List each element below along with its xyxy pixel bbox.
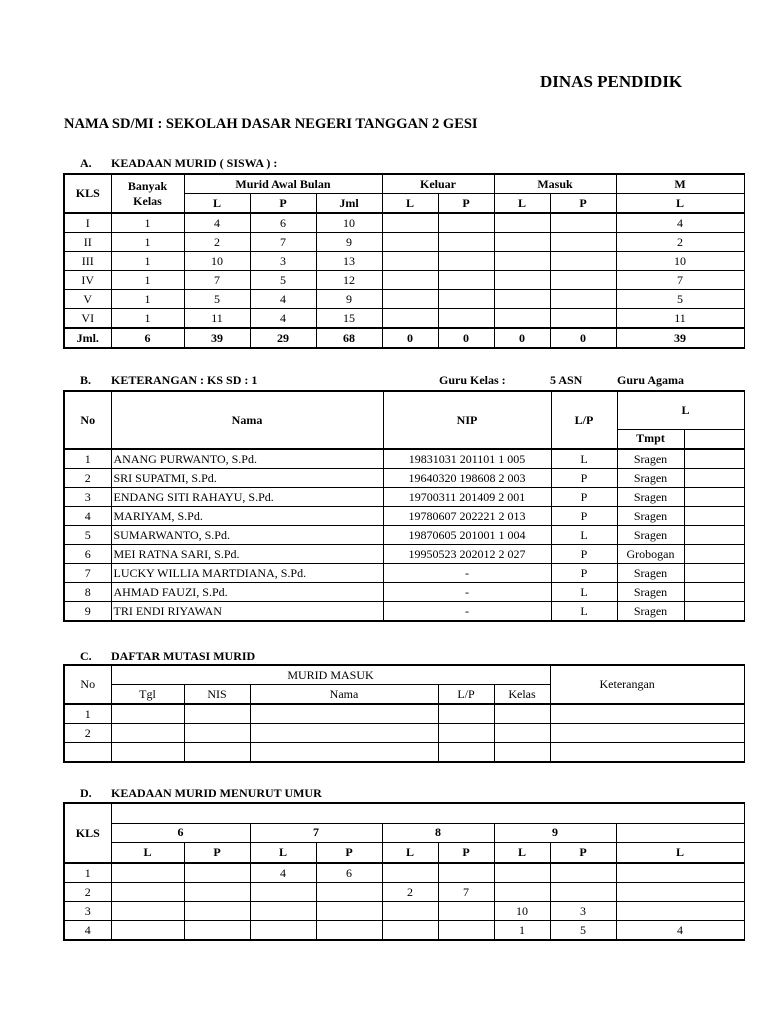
header-tmpt: Tmpt <box>617 429 684 449</box>
header-kls: KLS <box>64 803 111 863</box>
cell-masuk-l <box>494 309 550 329</box>
cell-extra <box>684 488 744 507</box>
cell-keluar-l <box>382 290 438 309</box>
cell-l: 7 <box>184 271 250 290</box>
cell-nama: ANANG PURWANTO, S.Pd. <box>111 449 383 469</box>
cell-keluar-l <box>382 252 438 271</box>
cell-no: 9 <box>64 602 111 622</box>
header-murid-masuk: MURID MASUK <box>111 665 550 685</box>
header-murid-awal: Murid Awal Bulan <box>184 174 382 194</box>
table-row <box>64 743 744 763</box>
cell-masuk-p <box>550 213 616 233</box>
header-m: M <box>616 174 744 194</box>
cell-banyak-kelas: 1 <box>111 213 184 233</box>
cell-lp: L <box>551 526 617 545</box>
table-row <box>64 469 744 488</box>
header-age: 7 <box>250 823 382 843</box>
cell-jml: 9 <box>316 233 382 252</box>
cell-keluar-p <box>438 290 494 309</box>
cell-masuk-p <box>550 271 616 290</box>
header-banyak-kelas: Banyak Kelas <box>111 174 184 213</box>
cell-jml: 9 <box>316 290 382 309</box>
cell-keluar-l: 0 <box>382 328 438 348</box>
cell-nip: - <box>383 564 551 583</box>
cell-kls: 2 <box>64 883 111 902</box>
table-row <box>64 507 744 526</box>
header-l: L <box>494 843 550 863</box>
cell-lp: L <box>551 602 617 622</box>
cell-nama: MEI RATNA SARI, S.Pd. <box>111 545 383 564</box>
cell-value: 4 <box>616 921 744 941</box>
cell-value: 1 <box>494 921 550 941</box>
guru-kelas-value: 5 ASN <box>550 373 583 387</box>
cell-nip: 19831031 201101 1 005 <box>383 449 551 469</box>
cell-p: 5 <box>250 271 316 290</box>
header-jml: Jml <box>316 194 382 214</box>
page-title: DINAS PENDIDIK <box>540 72 683 91</box>
cell-lp: P <box>551 507 617 526</box>
cell-value <box>494 883 550 902</box>
cell-tmpt: Sragen <box>617 564 684 583</box>
cell-banyak-kelas: 1 <box>111 309 184 329</box>
cell-value <box>382 902 438 921</box>
cell-masuk-p <box>550 309 616 329</box>
cell-extra <box>684 583 744 602</box>
cell-kls: II <box>64 233 111 252</box>
cell-masuk-l <box>494 290 550 309</box>
cell-value <box>111 863 184 883</box>
cell-extra <box>684 602 744 622</box>
cell-extra <box>684 507 744 526</box>
header-age: 8 <box>382 823 494 843</box>
table-row <box>64 921 744 941</box>
cell-nama: AHMAD FAUZI, S.Pd. <box>111 583 383 602</box>
cell-l: 2 <box>184 233 250 252</box>
cell-no: 2 <box>64 469 111 488</box>
cell-l: 39 <box>184 328 250 348</box>
cell-keluar-p <box>438 213 494 233</box>
cell-value: 7 <box>438 883 494 902</box>
cell-nama: MARIYAM, S.Pd. <box>111 507 383 526</box>
cell-tmpt: Sragen <box>617 469 684 488</box>
header-tgl: Tgl <box>111 685 184 705</box>
cell-kls: III <box>64 252 111 271</box>
cell-no: 1 <box>64 449 111 469</box>
table-row <box>64 213 744 233</box>
cell-keluar-l <box>382 213 438 233</box>
cell-l: 4 <box>184 213 250 233</box>
cell-kls: I <box>64 213 111 233</box>
cell-masuk-l: 0 <box>494 328 550 348</box>
cell-value <box>616 902 744 921</box>
table-row <box>64 233 744 252</box>
header-lp: L/P <box>438 685 494 705</box>
cell-kls: 1 <box>64 863 111 883</box>
cell-no: 2 <box>64 724 111 743</box>
cell-banyak-kelas: 1 <box>111 271 184 290</box>
cell-value <box>316 883 382 902</box>
cell-lp: P <box>551 545 617 564</box>
header-p: P <box>438 843 494 863</box>
header-nis: NIS <box>184 685 250 705</box>
cell-value <box>250 921 316 941</box>
table-row <box>64 883 744 902</box>
cell-no: 7 <box>64 564 111 583</box>
table-row <box>64 583 744 602</box>
cell-jml: 12 <box>316 271 382 290</box>
section-a-title: KEADAAN MURID ( SISWA ) : <box>111 156 278 170</box>
cell-keluar-p <box>438 309 494 329</box>
cell-value: 10 <box>494 902 550 921</box>
cell-value <box>184 902 250 921</box>
cell-value <box>438 921 494 941</box>
cell-tmpt: Sragen <box>617 449 684 469</box>
mutation-table <box>63 664 745 763</box>
cell-value <box>111 921 184 941</box>
header-keterangan: Keterangan <box>550 665 744 704</box>
cell-value <box>616 883 744 902</box>
table-row <box>64 724 744 743</box>
cell-no: 3 <box>64 488 111 507</box>
cell-nip: 19870605 201001 1 004 <box>383 526 551 545</box>
cell-p: 4 <box>250 290 316 309</box>
cell-lp: L <box>551 449 617 469</box>
cell-value <box>250 883 316 902</box>
cell-value <box>111 883 184 902</box>
cell-keluar-l <box>382 271 438 290</box>
cell-p: 6 <box>250 213 316 233</box>
cell-keluar-p <box>438 233 494 252</box>
cell-lp: P <box>551 564 617 583</box>
guru-kelas-label: Guru Kelas : <box>439 373 506 387</box>
table-row <box>64 309 744 329</box>
header-kls: KLS <box>64 174 111 213</box>
cell-kls: 4 <box>64 921 111 941</box>
section-b-title: KETERANGAN : KS SD : 1 <box>111 373 258 387</box>
cell-nama: SRI SUPATMI, S.Pd. <box>111 469 383 488</box>
cell-banyak-kelas: 1 <box>111 290 184 309</box>
age-table <box>63 802 745 941</box>
cell-value: 6 <box>316 863 382 883</box>
header-nama: Nama <box>111 391 383 449</box>
cell-no: 5 <box>64 526 111 545</box>
cell-value: 3 <box>550 902 616 921</box>
header-extra <box>684 429 744 449</box>
cell-masuk-l <box>494 233 550 252</box>
school-name: NAMA SD/MI : SEKOLAH DASAR NEGERI TANGGAN 2 GESI <box>64 116 478 132</box>
cell-value <box>382 921 438 941</box>
cell-l: 10 <box>184 252 250 271</box>
cell-jml: 13 <box>316 252 382 271</box>
cell-kls: Jml. <box>64 328 111 348</box>
cell-value: 4 <box>250 863 316 883</box>
cell-m-l: 11 <box>616 309 744 329</box>
header-age: 6 <box>111 823 250 843</box>
cell-value: 5 <box>550 921 616 941</box>
cell-value <box>438 902 494 921</box>
cell-extra <box>684 449 744 469</box>
cell-p: 7 <box>250 233 316 252</box>
cell-jml: 68 <box>316 328 382 348</box>
table-row <box>64 449 744 469</box>
cell-value <box>111 902 184 921</box>
header-lp: L/P <box>551 391 617 449</box>
table-row <box>64 545 744 564</box>
cell-no: 6 <box>64 545 111 564</box>
header-l: L <box>111 843 184 863</box>
header-age: 9 <box>494 823 616 843</box>
table-row <box>64 488 744 507</box>
cell-m-l: 7 <box>616 271 744 290</box>
cell-nip: 19700311 201409 2 001 <box>383 488 551 507</box>
cell-nip: 19640320 198608 2 003 <box>383 469 551 488</box>
cell-jml: 10 <box>316 213 382 233</box>
cell-no: 8 <box>64 583 111 602</box>
cell-value <box>184 883 250 902</box>
cell-masuk-l <box>494 252 550 271</box>
cell-value <box>184 863 250 883</box>
cell-nip: 19780607 202221 2 013 <box>383 507 551 526</box>
cell-value <box>316 921 382 941</box>
header-nip: NIP <box>383 391 551 449</box>
table-row <box>64 564 744 583</box>
header-l: L <box>616 843 744 863</box>
cell-p: 4 <box>250 309 316 329</box>
cell-lp: L <box>551 583 617 602</box>
cell-keluar-l <box>382 309 438 329</box>
cell-keluar-l <box>382 233 438 252</box>
cell-value <box>550 883 616 902</box>
cell-value <box>316 902 382 921</box>
cell-nama: LUCKY WILLIA MARTDIANA, S.Pd. <box>111 564 383 583</box>
cell-tmpt: Sragen <box>617 526 684 545</box>
section-b-letter: B. <box>80 373 92 387</box>
cell-kls: V <box>64 290 111 309</box>
cell-value <box>382 863 438 883</box>
table-row <box>64 252 744 271</box>
header-keluar: Keluar <box>382 174 494 194</box>
section-d-letter: D. <box>80 786 92 800</box>
cell-value <box>438 863 494 883</box>
cell-m-l: 10 <box>616 252 744 271</box>
cell-nip: 19950523 202012 2 027 <box>383 545 551 564</box>
cell-nama: TRI ENDI RIYAWAN <box>111 602 383 622</box>
cell-extra <box>684 526 744 545</box>
cell-banyak-kelas: 1 <box>111 233 184 252</box>
section-c-letter: C. <box>80 649 92 663</box>
header-no: No <box>64 391 111 449</box>
student-status-table <box>63 173 745 349</box>
cell-m-l: 5 <box>616 290 744 309</box>
header-l: L <box>184 194 250 214</box>
cell-extra <box>684 545 744 564</box>
cell-m-l: 2 <box>616 233 744 252</box>
cell-value <box>616 863 744 883</box>
header-p: P <box>316 843 382 863</box>
cell-m-l: 4 <box>616 213 744 233</box>
cell-nama: ENDANG SITI RAHAYU, S.Pd. <box>111 488 383 507</box>
table-row <box>64 271 744 290</box>
cell-no <box>64 743 111 763</box>
cell-jml: 15 <box>316 309 382 329</box>
header-l: L <box>382 843 438 863</box>
header-kelas: Kelas <box>494 685 550 705</box>
cell-tmpt: Sragen <box>617 488 684 507</box>
cell-masuk-p <box>550 233 616 252</box>
section-d-title: KEADAAN MURID MENURUT UMUR <box>111 786 322 800</box>
guru-agama-label: Guru Agama <box>617 373 685 387</box>
cell-tmpt: Sragen <box>617 583 684 602</box>
header-masuk: Masuk <box>494 174 616 194</box>
cell-l: 11 <box>184 309 250 329</box>
cell-lp: P <box>551 469 617 488</box>
header-p: P <box>250 194 316 214</box>
table-row <box>64 704 744 724</box>
teacher-table <box>63 390 745 622</box>
header-p: P <box>438 194 494 214</box>
table-row <box>64 902 744 921</box>
cell-tmpt: Sragen <box>617 507 684 526</box>
cell-lp: P <box>551 488 617 507</box>
header-l: L <box>616 194 744 214</box>
cell-nama: SUMARWANTO, S.Pd. <box>111 526 383 545</box>
cell-l: 5 <box>184 290 250 309</box>
header-age-next <box>616 823 744 843</box>
cell-masuk-p: 0 <box>550 328 616 348</box>
cell-extra <box>684 469 744 488</box>
table-row <box>64 290 744 309</box>
header-nama: Nama <box>250 685 438 705</box>
cell-nip: - <box>383 602 551 622</box>
table-row <box>64 602 744 622</box>
header-l-group: L <box>617 391 744 429</box>
header-l: L <box>250 843 316 863</box>
cell-value <box>184 921 250 941</box>
cell-masuk-p <box>550 252 616 271</box>
cell-value <box>494 863 550 883</box>
cell-m-l: 39 <box>616 328 744 348</box>
cell-tmpt: Sragen <box>617 602 684 622</box>
cell-extra <box>684 564 744 583</box>
cell-keluar-p <box>438 252 494 271</box>
cell-banyak-kelas: 6 <box>111 328 184 348</box>
header-p: P <box>550 194 616 214</box>
cell-p: 29 <box>250 328 316 348</box>
table-row <box>64 863 744 883</box>
section-c-title: DAFTAR MUTASI MURID <box>111 649 256 663</box>
cell-kls: IV <box>64 271 111 290</box>
cell-kls: VI <box>64 309 111 329</box>
header-no: No <box>64 665 111 704</box>
header-l: L <box>382 194 438 214</box>
cell-tmpt: Grobogan <box>617 545 684 564</box>
cell-value <box>550 863 616 883</box>
cell-p: 3 <box>250 252 316 271</box>
cell-masuk-p <box>550 290 616 309</box>
header-l: L <box>494 194 550 214</box>
cell-keluar-p: 0 <box>438 328 494 348</box>
cell-value <box>250 902 316 921</box>
header-p: P <box>184 843 250 863</box>
header-umur-band <box>111 803 744 823</box>
cell-value: 2 <box>382 883 438 902</box>
cell-masuk-l <box>494 213 550 233</box>
cell-nip: - <box>383 583 551 602</box>
cell-no: 4 <box>64 507 111 526</box>
total-row <box>64 328 744 348</box>
cell-kls: 3 <box>64 902 111 921</box>
cell-masuk-l <box>494 271 550 290</box>
cell-no: 1 <box>64 704 111 724</box>
cell-banyak-kelas: 1 <box>111 252 184 271</box>
section-a-letter: A. <box>80 156 92 170</box>
cell-keluar-p <box>438 271 494 290</box>
table-row <box>64 526 744 545</box>
header-p: P <box>550 843 616 863</box>
